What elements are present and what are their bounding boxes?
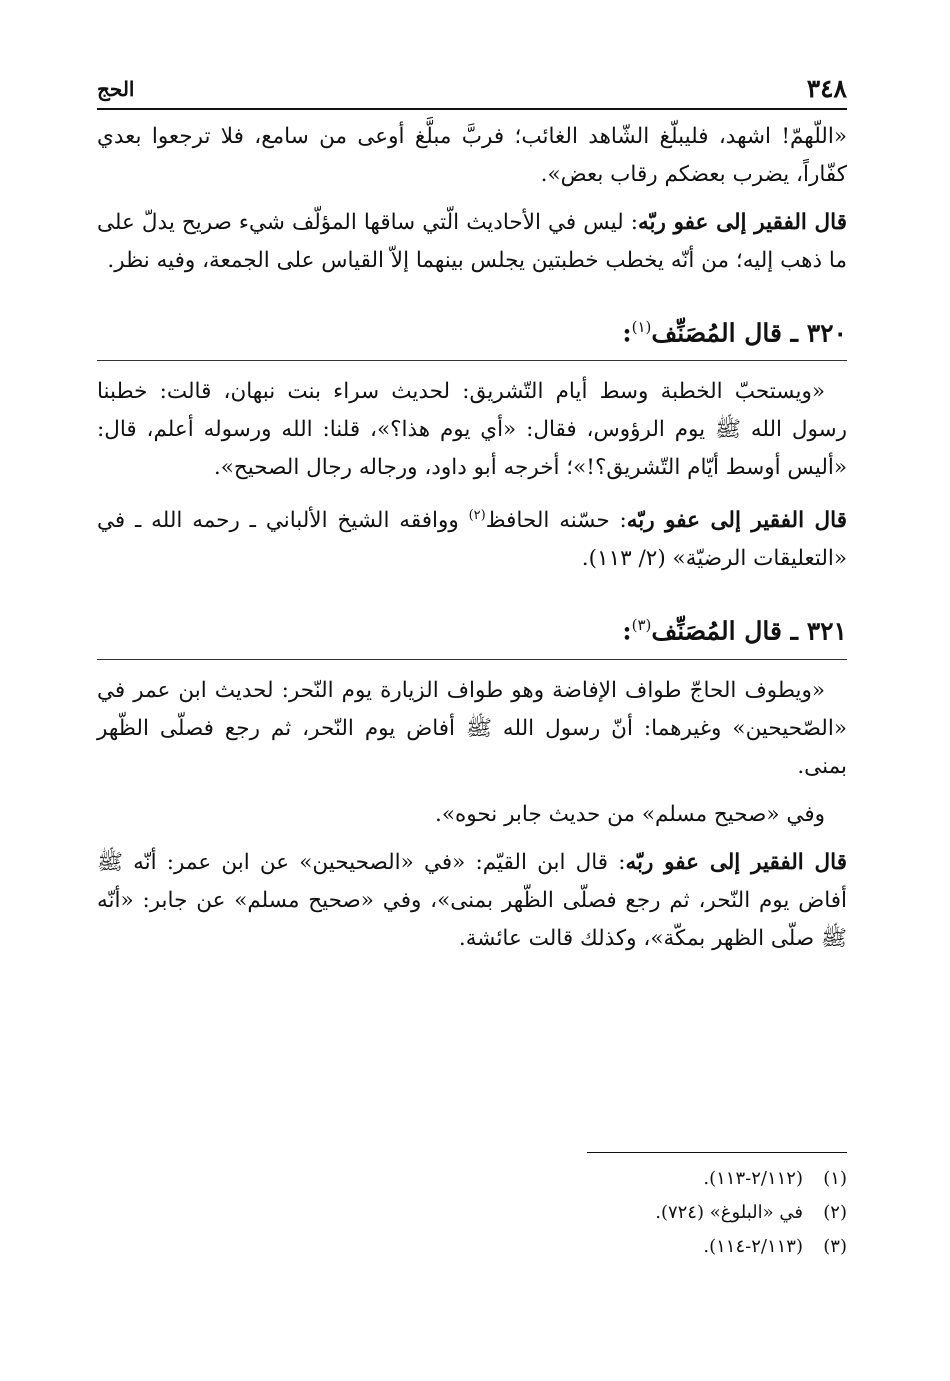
paragraph-text: ووافقه الشيخ الألباني ـ رحمه الله ـ في «التعليقات الرضيّة» (٢/ ١١٣). <box>97 508 847 572</box>
section-heading-320 <box>97 306 847 361</box>
heading-colon: : <box>622 616 632 646</box>
heading-colon: : <box>622 318 632 348</box>
paragraph-text: «اللّهمّ! اشهد، فليبلّغ الشّاهد الغائب؛ فربَّ مبلَّغ أوعى من سامع، فلا ترجعوا بعدي كفّاراً، يضرب بعضكم رقاب بعض». <box>97 124 847 187</box>
paragraph-text: «ويطوف الحاجّ طواف الإفاضة وهو طواف الزيارة يوم النّحر: لحديث ابن عمر في «الصّحيحين» وغيرهما: أنّ رسول الله ﷺ أفاض يوم النّحر، ثم رجع فصلّى الظّهر بمنى. <box>97 677 847 779</box>
heading-text: ٣٢١ ـ قال المُصَنِّف <box>651 616 847 646</box>
section-heading-321 <box>97 604 847 659</box>
footnote-2 <box>97 1196 847 1230</box>
paragraph-quote-farewell <box>97 118 847 194</box>
body-text <box>97 118 847 958</box>
paragraph-text: : قال ابن القيّم: «في «الصحيحين» عن ابن عمر: أنّه ﷺ أفاض يوم النّحر، ثم رجع فصلّى الظّهر بمنى»، وفي «صحيح مسلم» عن جابر: «أنّه ﷺ صلّى الظهر بمكّة»، وكذلك قالت عائشة. <box>97 849 847 951</box>
footnote-text: (٢/١١٣-١١٤). <box>703 1236 803 1257</box>
paragraph-quote-muslim <box>97 796 847 834</box>
paragraph-quote-tashriq <box>97 373 847 487</box>
commentary-lead: قال الفقير إلى عفو ربّه <box>625 849 847 875</box>
paragraph-text: «ويستحبّ الخطبة وسط أيام التّشريق: لحديث سراء بنت نبهان، قالت: خطبنا رسول الله ﷺ يوم الرؤوس، فقال: «أي يوم هذا؟»، قلنا: الله ورسوله أعلم، قال: «أليس أوسط أيّام التّشريق؟!»؛ أخرجه أبو داود، ورجاله رجال الصحيح». <box>97 379 847 481</box>
footnote-ref[interactable]: (٢) <box>468 508 486 524</box>
paragraph-commentary-2 <box>97 497 847 578</box>
footnote-divider <box>587 1152 847 1153</box>
paragraph-text: وفي «صحيح مسلم» من حديث جابر نحوه». <box>435 801 825 827</box>
paragraph-text: : حسّنه الحافظ <box>485 508 627 534</box>
footnote-text: (٢/١١٢-١١٣). <box>703 1168 803 1189</box>
footnote-text: في «البلوغ» (٧٢٤). <box>655 1202 803 1223</box>
running-head <box>97 70 847 110</box>
footnote-ref[interactable]: (٣) <box>631 616 652 635</box>
footnote-ref[interactable]: (١) <box>631 318 652 336</box>
paragraph-commentary-3 <box>97 844 847 958</box>
paragraph-quote-ifada <box>97 672 847 786</box>
commentary-lead: قال الفقير إلى عفو ربّه <box>637 210 847 235</box>
book-page <box>97 70 847 1257</box>
footnote-3 <box>97 1230 847 1264</box>
footnote-number: (١) <box>823 1168 847 1189</box>
heading-text: ٣٢٠ ـ قال المُصَنِّف <box>651 318 847 348</box>
footnote-number: (٢) <box>823 1202 847 1223</box>
chapter-title: الحج <box>97 77 135 101</box>
footnotes <box>97 1162 847 1264</box>
paragraph-text: : ليس في الأحاديث الّتي ساقها المؤلّف شيء صريح يدلّ على ما ذهب إليه؛ من أنّه يخطب خطبتين يجلس بينهما إلاّ القياس على الجمعة، وفيه نظر. <box>97 210 847 273</box>
footnote-number: (٣) <box>823 1236 847 1257</box>
footnote-1 <box>97 1162 847 1196</box>
commentary-lead: قال الفقير إلى عفو ربّه <box>626 508 847 534</box>
page-number: ٣٤٨ <box>806 74 847 103</box>
paragraph-commentary-1 <box>97 204 847 280</box>
